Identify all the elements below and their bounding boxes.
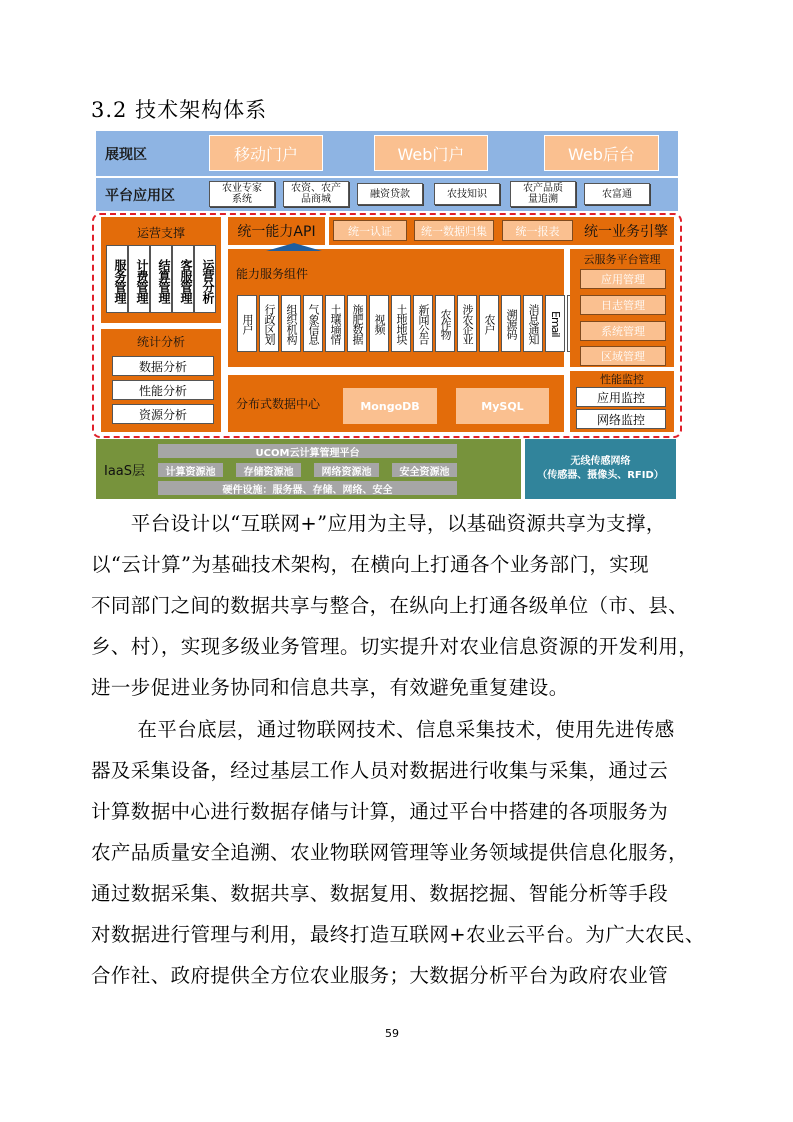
app-line: 农技知识 (447, 188, 487, 200)
wireless-title: 无线传感网络 (570, 456, 631, 467)
resource-pool: 安全资源池 (392, 463, 457, 477)
hardware-bar: 硬件设施：服务器、存储、网络、安全 (158, 481, 457, 495)
perf-monitor-item: 应用监控 (576, 387, 666, 407)
ops-support-title: 运营支撑 (136, 225, 185, 240)
app-line: 系统 (232, 194, 252, 205)
platform-app-label: 平台应用区 (105, 187, 175, 204)
app-expert-system (209, 181, 275, 207)
capability-item: 溯源码 (501, 295, 521, 352)
text-line: 进一步促进业务协同和信息共享，有效避免重复建设。 (91, 676, 569, 699)
ops-item: 运营分析 (194, 245, 216, 313)
text-line: 器及采集设备，经过基层工作人员对数据进行收集与采集，通过云 (91, 759, 669, 782)
text-line: 通过数据采集、数据共享、数据复用、数据挖掘、智能分析等手段 (91, 882, 669, 905)
text-line: 以“云计算”为基础技术架构，在横向上打通各个业务部门，实现 (91, 553, 650, 576)
text-line: 不同部门之间的数据共享与整合，在纵向上打通各级单位（市、县、 (91, 594, 689, 617)
ops-item: 服务管理 (106, 245, 128, 313)
business-engine-title: 统一业务引擎 (584, 224, 668, 240)
app-loan (357, 183, 423, 205)
text-line: 农产品质量安全追溯、农业物联网管理等业务领域提供信息化服务， (91, 841, 689, 864)
capability-item: 视频 (369, 295, 389, 352)
capability-item: Email (545, 295, 565, 352)
paragraph-1 (91, 503, 711, 708)
section-heading: 3.2 技术架构体系 (91, 98, 268, 122)
perf-monitor-item: 网络监控 (576, 409, 666, 429)
ops-item: 客服管理 (172, 245, 194, 313)
stats-title: 统计分析 (136, 334, 185, 349)
perf-monitor-title: 性能监控 (600, 373, 644, 386)
paragraph-2 (91, 709, 711, 996)
app-line: 农业专家 (222, 183, 262, 194)
mongodb-box: MongoDB (343, 388, 437, 424)
app-mall (283, 181, 349, 207)
iaas-layer (96, 439, 521, 499)
app-line: 农产品质 (523, 183, 563, 194)
resource-pool: 计算资源池 (158, 463, 223, 477)
capability-panel (228, 249, 564, 367)
cloud-mgmt-item: 应用管理 (580, 269, 666, 289)
ops-item: 计费管理 (128, 245, 150, 313)
cloud-mgmt-item: 区域管理 (580, 346, 666, 366)
unified-api-panel (228, 217, 325, 245)
engine-item: 统一报表 (502, 220, 573, 241)
cloud-mgmt-item: 系统管理 (580, 321, 666, 341)
capability-item: 施肥数据 (347, 295, 367, 352)
capability-item: 气象信息 (303, 295, 323, 352)
app-line: 品商城 (301, 194, 331, 205)
capability-item: 行政区划 (259, 295, 279, 352)
ops-support-panel (101, 217, 221, 323)
engine-item: 统一认证 (333, 220, 407, 241)
unified-api-label: 统一能力API (237, 224, 316, 240)
ucom-platform: UCOM云计算管理平台 (158, 444, 457, 458)
text-line: 计算数据中心进行数据存储与计算，通过平台中搭建的各项服务为 (91, 800, 669, 823)
resource-pool: 网络资源池 (314, 463, 379, 477)
app-line: 融资贷款 (370, 188, 410, 200)
app-nongfutong (584, 183, 650, 205)
app-line: 农富通 (602, 188, 632, 200)
mobile-portal: 移动门户 (209, 135, 323, 171)
cloud-mgmt-panel (570, 249, 674, 367)
platform-app-layer (96, 178, 678, 211)
capability-item: 土地地块 (391, 295, 411, 352)
ops-item: 结算管理 (150, 245, 172, 313)
capability-item: 土壤墒情 (325, 295, 345, 352)
capability-item: 用户 (237, 295, 257, 352)
engine-item: 统一数据归集 (414, 220, 494, 241)
capability-item: 农作物 (435, 295, 455, 352)
app-traceability (510, 181, 576, 207)
app-line: 农资、农产 (291, 183, 341, 194)
stats-panel (101, 329, 221, 432)
capability-item: 新闻公告 (413, 295, 433, 352)
iaas-label: IaaS层 (104, 463, 146, 479)
wireless-subtitle: （传感器、摄像头、RFID） (537, 470, 664, 481)
presentation-layer (96, 131, 678, 176)
cloud-mgmt-title: 云服务平台管理 (583, 253, 661, 266)
capability-item: 农户 (479, 295, 499, 352)
stats-item: 资源分析 (112, 404, 214, 424)
up-arrow-icon (266, 243, 322, 251)
text-line: 平台设计以“互联网+”应用为主导，以基础资源共享为支撑， (91, 512, 666, 535)
business-engine-panel (329, 217, 674, 245)
presentation-label: 展现区 (105, 146, 147, 163)
text-line: 对数据进行管理与利用，最终打造互联网+农业云平台。为广大农民、 (91, 923, 705, 946)
app-line: 量追溯 (528, 194, 558, 205)
stats-item: 数据分析 (112, 356, 214, 376)
web-backend: Web后台 (544, 135, 659, 171)
stats-item: 性能分析 (112, 380, 214, 400)
mysql-box: MySQL (456, 388, 549, 424)
data-center-title: 分布式数据中心 (236, 397, 321, 411)
cloud-mgmt-item: 日志管理 (580, 295, 666, 315)
capability-item: 组织机构 (281, 295, 301, 352)
wireless-sensor-network (525, 439, 676, 499)
web-portal: Web门户 (374, 135, 488, 171)
app-knowledge (434, 183, 500, 205)
perf-monitor-panel (570, 371, 674, 432)
text-line: 在平台底层，通过物联网技术、信息采集技术，使用先进传感 (91, 718, 675, 741)
capability-item: 消息通知 (523, 295, 543, 352)
capability-item: 涉农企业 (457, 295, 477, 352)
text-line: 乡、村），实现多级业务管理。切实提升对农业信息资源的开发利用， (91, 635, 699, 658)
architecture-diagram (96, 131, 678, 501)
data-center-panel (228, 375, 564, 432)
text-line: 合作社、政府提供全方位农业服务；大数据分析平台为政府农业管 (91, 964, 669, 987)
page-number: 59 (385, 1027, 399, 1040)
capability-items (237, 295, 562, 350)
capability-title: 能力服务组件 (236, 267, 309, 281)
resource-pool: 存储资源池 (236, 463, 301, 477)
